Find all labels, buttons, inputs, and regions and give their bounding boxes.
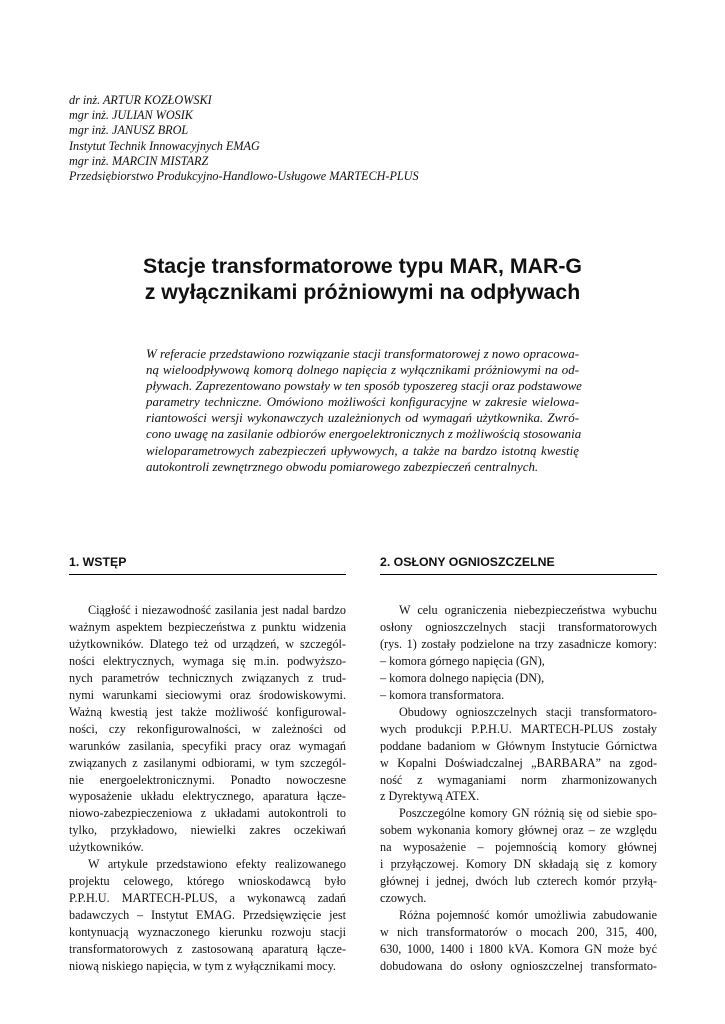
section-1-body (69, 602, 346, 975)
paragraph-line: warunków zasilania, specyfiki pracy oraz wymagań (69, 738, 346, 753)
paragraph-line: Ciągłość i niezawodność zasilania jest nadal bardzo (88, 603, 346, 617)
paragraph-line: dobudowana do osłony ognioszczelnej transformato- (380, 959, 657, 974)
paragraph-line: nie energoelektronicznymi. Ponadto nowoczesne (69, 772, 346, 787)
abstract-line: parametry techniczne. Omówiono możliwości konfiguracyjne w zakresie wielowa- (146, 395, 579, 410)
paragraph-line: użytkowników. (69, 840, 144, 855)
abstract-line: wieloparametrowych zabezpieczeń upływowych, a także na bardzo istotną kwestię (146, 443, 579, 458)
paragraph-line: wyposażenie układu elektrycznego, aparatura łącze- (69, 789, 346, 804)
section-2-rule (380, 574, 657, 575)
paragraph-line: głównej i jednej, dwóch lub czterech komór przyłą- (380, 874, 657, 889)
section-2-body (380, 602, 657, 975)
paragraph-line: osłony ognioszczelnych stacji transformatorowych (380, 619, 657, 634)
paper-title (0, 253, 725, 305)
author-line: mgr inż. JANUSZ BROL (69, 123, 189, 138)
paragraph-line: Obudowy ognioszczelnych stacji transformatoro- (399, 704, 657, 719)
paragraph-line: na wyposażenie – pojemnością komory głównej (380, 840, 657, 855)
author-line: mgr inż. JULIAN WOSIK (69, 108, 193, 123)
paragraph-line: Różna pojemność komór umożliwia zabudowanie (399, 908, 657, 923)
paragraph-line: niową niskiego napięcia, w tym z wyłącznikami mocy. (69, 959, 336, 974)
paragraph-line: ność z wymaganiami norm zharmonizowanych (380, 772, 657, 787)
paragraph-line: Ważną kwestią jest także możliwość konfigurowal- (69, 704, 346, 719)
affiliation-line: Przedsiębiorstwo Produkcyjno-Handlowo-Usługowe MARTECH-PLUS (69, 169, 419, 184)
paragraph-line: poddane badaniom w Głównym Instytucie Górnictwa (380, 738, 657, 753)
paragraph-line: kontynuacją wyznaczonego kierunku rozwoju stacji (69, 925, 346, 940)
author-list (69, 93, 419, 184)
paragraph-line: sobem wykonania komory głównej oraz – ze względu (380, 823, 657, 838)
paragraph-line: w nich transformatorów o mocach 200, 315, 400, (380, 925, 657, 940)
list-item: – komora transformatora. (380, 687, 505, 702)
section-2-heading: 2. OSŁONY OGNIOSZCZELNE (380, 555, 555, 569)
paragraph-line: czowych. (380, 891, 427, 906)
abstract-line: ną wieloodpływową komorą dolnego napięcia z wyłącznikami próżniowymi na od- (146, 363, 579, 378)
paragraph-line: ności, czy rekonfigurowalności, w zależności od (69, 721, 346, 736)
paragraph-line: nych parametrów technicznych związanych z trud- (69, 670, 346, 685)
title-line: Stacje transformatorowe typu MAR, MAR-G (143, 254, 582, 278)
paragraph-line: Poszczególne komory GN różnią się od siebie spo- (399, 806, 657, 821)
paragraph-line: (rys. 1) zostały podzielone na trzy zasadnicze komory: (380, 636, 657, 651)
paragraph-line: ności elektrycznych, wymaga się m.in. podwyższo- (69, 653, 346, 668)
paragraph-line: nymi warunkami sieciowymi oraz środowiskowymi. (69, 687, 346, 702)
author-line: mgr inż. MARCIN MISTARZ (69, 153, 209, 168)
section-1-heading: 1. WSTĘP (69, 555, 127, 569)
title-line: z wyłącznikami próżniowymi na odpływach (144, 280, 581, 304)
paragraph-line: projektu celowego, którego wnioskodawcą było (69, 874, 346, 889)
paragraph-line: 630, 1000, 1400 i 1800 kVA. Komora GN może być (380, 942, 657, 957)
abstract (146, 346, 582, 475)
paragraph-line: tylko, przykładowo, niewielki zakres oczekiwań (69, 823, 346, 838)
paragraph-line: W artykule przedstawiono efekty realizowanego (88, 857, 346, 872)
paragraph-line: niowo-zabezpieczeniowa z układami autokontroli to (69, 806, 346, 821)
abstract-line: pływach. Zaprezentowano powstały w ten sposób typoszereg stacji oraz podstawowe (146, 379, 582, 394)
paragraph-line: ważnym aspektem bezpieczeństwa z punktu widzenia (69, 619, 346, 634)
affiliation-line: Instytut Technik Innowacyjnych EMAG (69, 138, 260, 153)
abstract-line: riantowości wersji wykonawczych uzależnionych od wymagań użytkownika. Zwró- (146, 411, 579, 426)
paragraph-line: z Dyrektywą ATEX. (380, 789, 480, 804)
list-item: – komora górnego napięcia (GN), (380, 653, 545, 668)
author-line: dr inż. ARTUR KOZŁOWSKI (69, 93, 212, 107)
paragraph-line: w Kopalni Doświadczalnej „BARBARA” na zgod- (380, 755, 657, 770)
list-item: – komora dolnego napięcia (DN), (380, 670, 545, 685)
paragraph-line: i przyłączowej. Komory DN składają się z komory (380, 857, 657, 872)
section-1-rule (69, 574, 346, 575)
abstract-line: W referacie przedstawiono rozwiązanie stacji transformatorowej z nowo opracowa- (146, 347, 579, 361)
paragraph-line: P.P.H.U. MARTECH-PLUS, a wykonawcą zadań (69, 891, 346, 906)
paragraph-line: wych produkcji P.P.H.U. MARTECH-PLUS zostały (380, 721, 657, 736)
paragraph-line: transformatorowych z zastosowaną aparaturą łącze- (69, 942, 346, 957)
abstract-line: cono uwagę na zasilanie odbiorów energoelektronicznych z możliwością stosowania (146, 427, 582, 442)
paragraph-line: użytkowników. Dlatego też od urządzeń, w szczegól- (69, 636, 346, 651)
paragraph-line: W celu ograniczenia niebezpieczeństwa wybuchu (399, 603, 657, 617)
abstract-line: autokontroli zewnętrznego obwodu pomiarowego zabezpieczeń centralnych. (146, 459, 539, 474)
paragraph-line: związanych z zasilanymi odbiorami, w tym szczegól- (69, 755, 346, 770)
paragraph-line: badawczych – Instytut EMAG. Przedsięwzięcie jest (69, 908, 346, 923)
